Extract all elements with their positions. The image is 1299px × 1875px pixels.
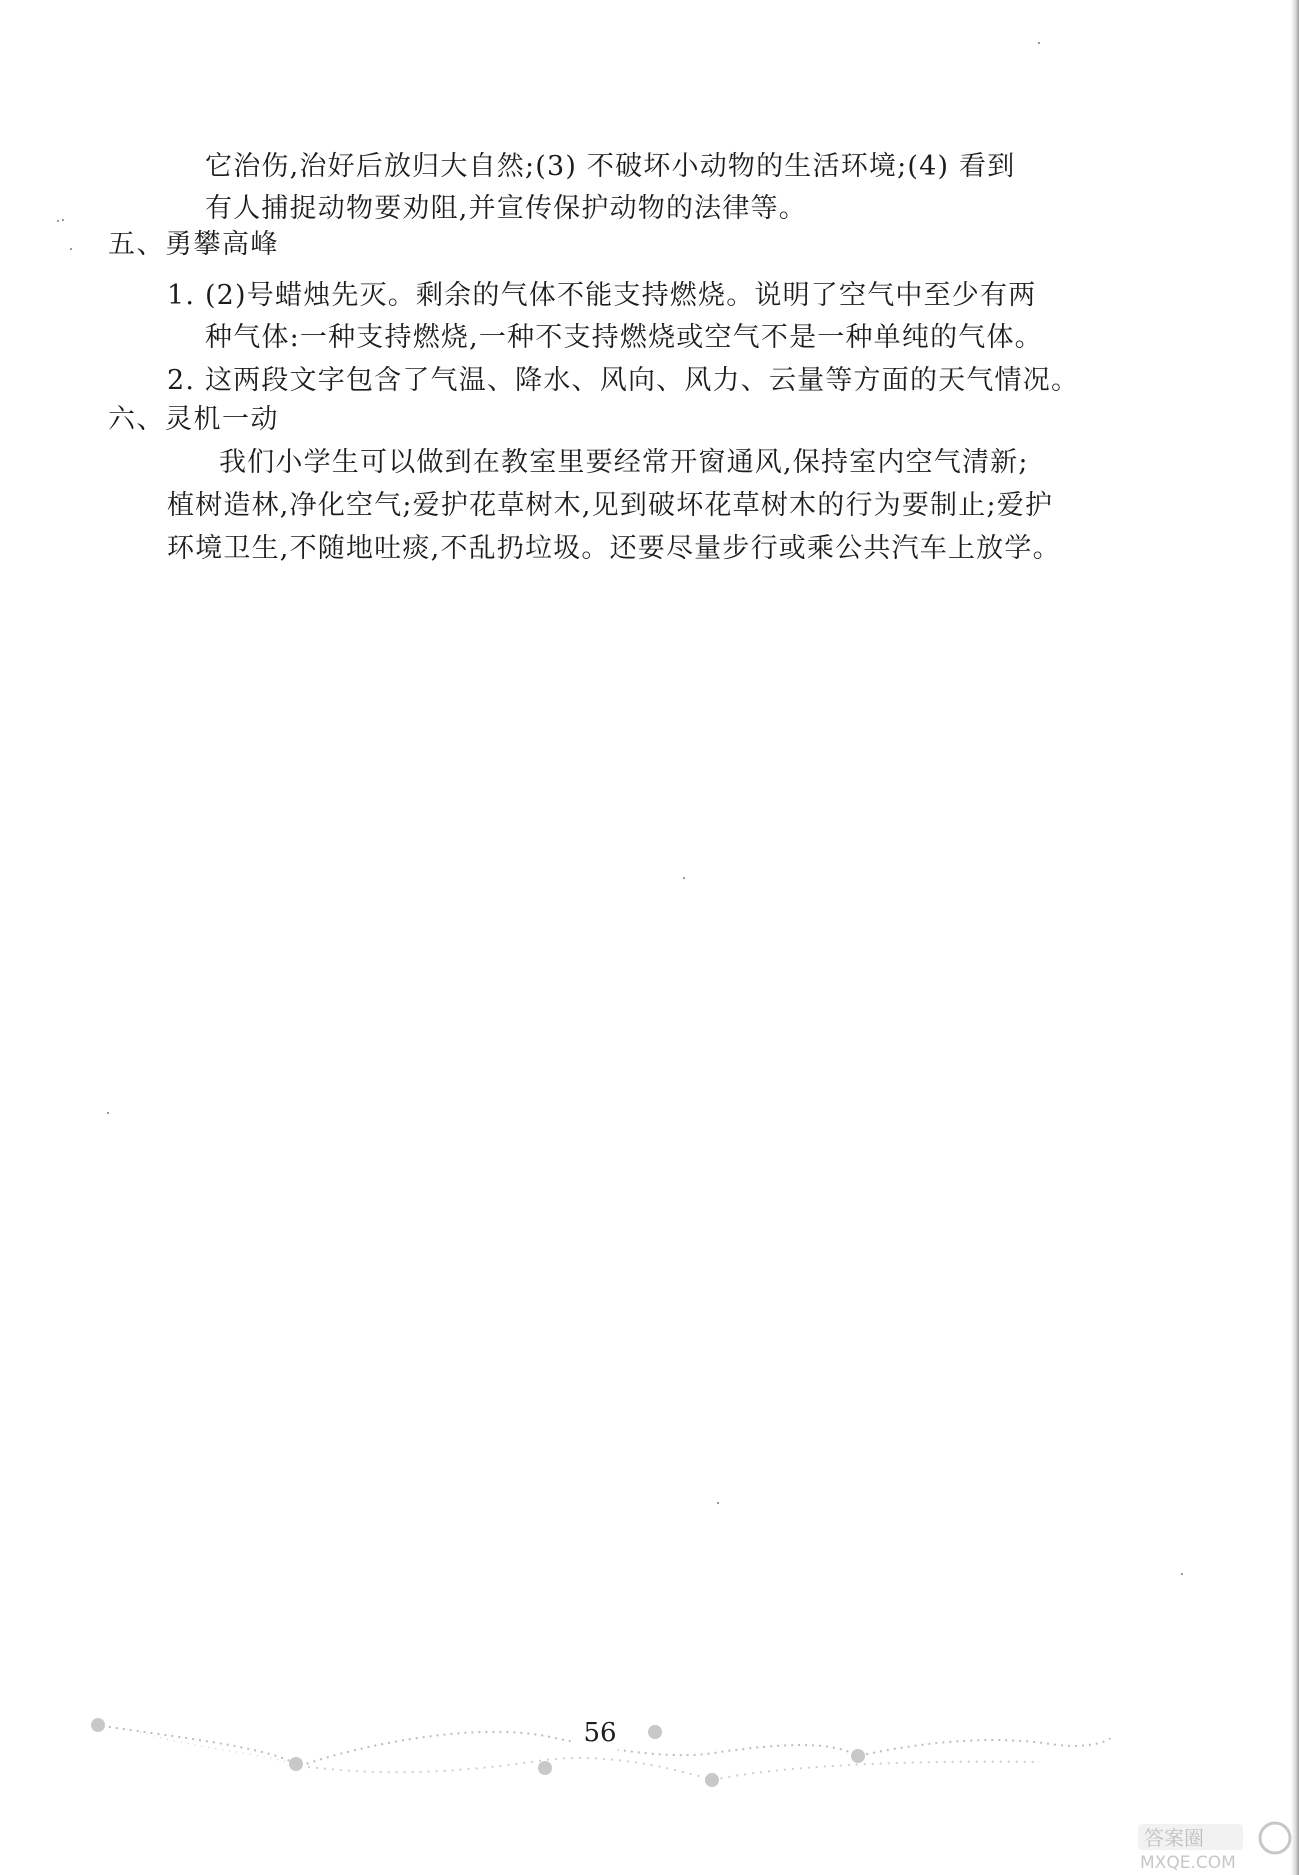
flower-dot	[648, 1725, 662, 1739]
flower-dot	[91, 1718, 105, 1732]
scan-speck	[1038, 42, 1040, 44]
scan-speck	[107, 1112, 109, 1114]
watermark-logo	[1130, 1818, 1295, 1873]
answer-line-6: 2. 这两段文字包含了气温、降水、风向、风力、云量等方面的天气情况。	[167, 365, 1080, 396]
svg-text:MXQE.COM: MXQE.COM	[1140, 1853, 1236, 1873]
answer-line-5: 种气体:一种支持燃烧,一种不支持燃烧或空气不是一种单纯的气体。	[205, 322, 1043, 353]
scan-speck	[57, 220, 59, 222]
scan-speck	[683, 877, 685, 879]
scan-speck	[717, 1502, 719, 1504]
page-ornament	[0, 1700, 1299, 1810]
scan-speck	[62, 219, 64, 221]
flower-dot	[705, 1773, 719, 1787]
page-edge	[1291, 0, 1299, 1875]
section-heading-5: 五、勇攀高峰	[108, 229, 279, 260]
flower-dot	[851, 1749, 865, 1763]
section-heading-6: 六、灵机一动	[108, 404, 279, 435]
answer-line-2: 有人捕捉动物要劝阻,并宣传保护动物的法律等。	[205, 193, 807, 224]
answer-line-8: 我们小学生可以做到在教室里要经常开窗通风,保持室内空气清新;	[219, 447, 1029, 478]
flower-dot	[538, 1761, 552, 1775]
answer-line-1: 它治伤,治好后放归大自然;(3) 不破坏小动物的生活环境;(4) 看到	[205, 151, 1016, 182]
scan-speck	[70, 248, 72, 250]
page-number: 56	[572, 1711, 628, 1755]
answer-line-10: 环境卫生,不随地吐痰,不乱扔垃圾。还要尽量步行或乘公共汽车上放学。	[167, 533, 1061, 564]
svg-text:答案圈: 答案圈	[1144, 1826, 1204, 1850]
answer-line-9: 植树造林,净化空气;爱护花草树木,见到破坏花草树木的行为要制止;爱护	[167, 490, 1054, 521]
flower-dot	[289, 1757, 303, 1771]
answer-line-4: 1. (2)号蜡烛先灭。剩余的气体不能支持燃烧。说明了空气中至少有两	[167, 280, 1037, 311]
scan-speck	[1181, 1573, 1183, 1575]
